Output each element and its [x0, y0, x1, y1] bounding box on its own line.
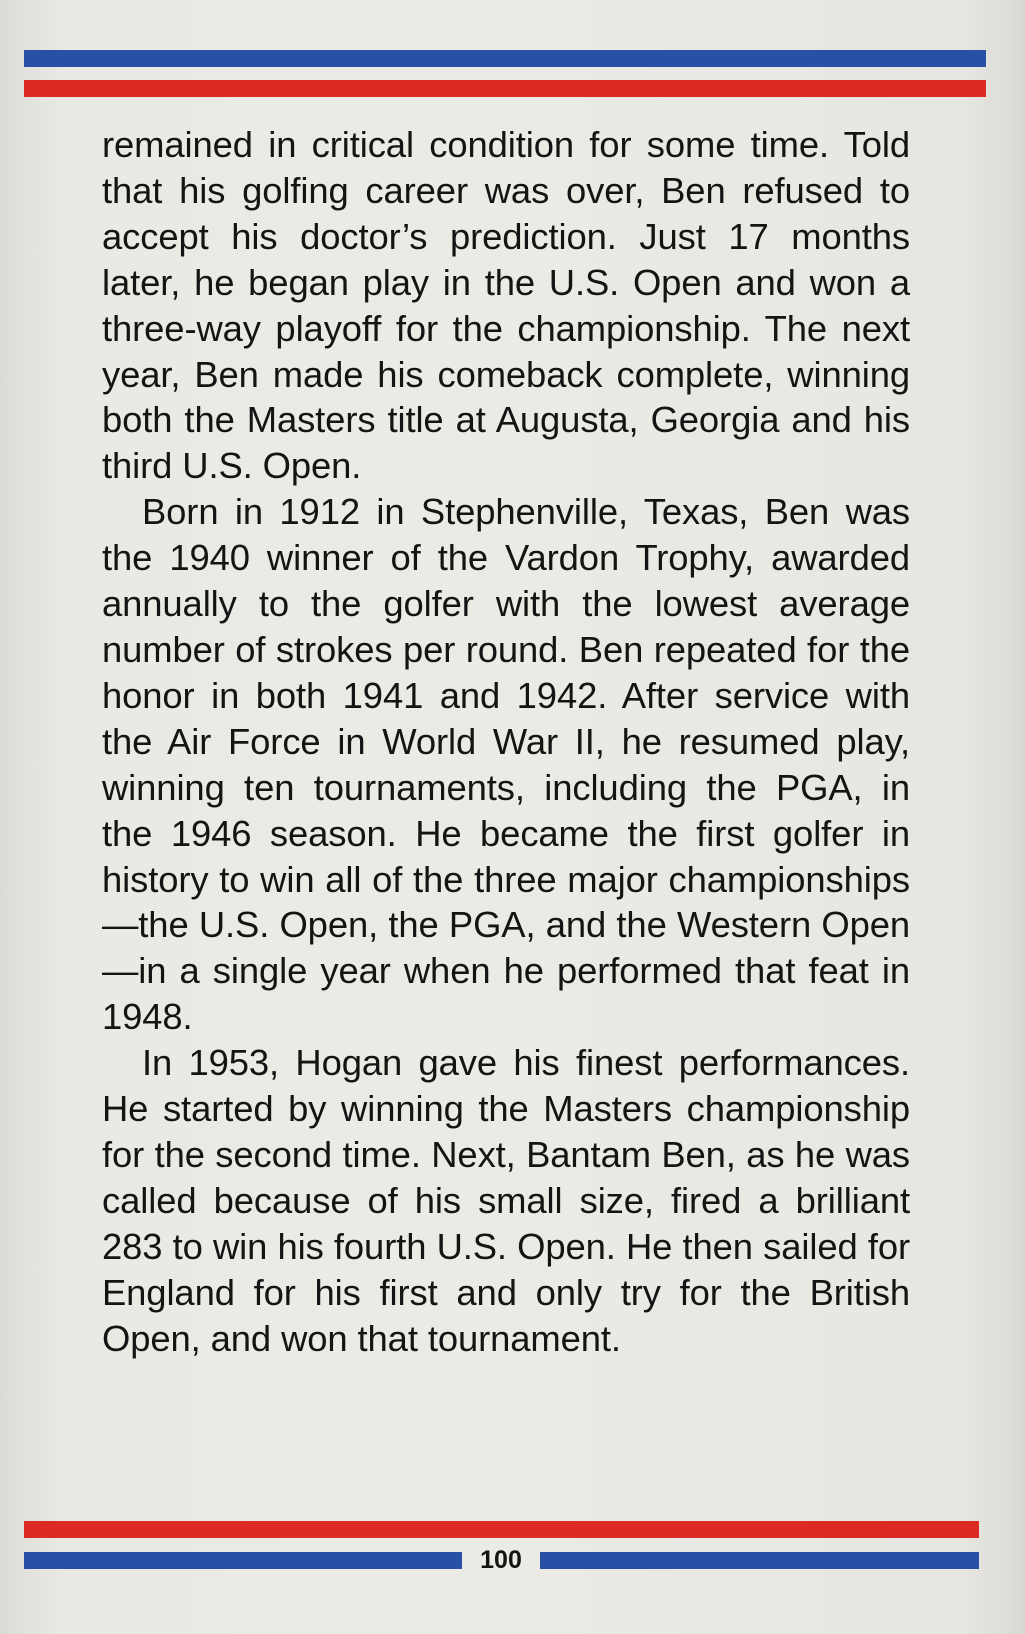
- page-number: 100: [480, 1546, 522, 1574]
- top-red-rule: [24, 80, 986, 97]
- top-blue-rule: [24, 50, 986, 67]
- bottom-blue-rule-left: [24, 1552, 462, 1569]
- body-text: [102, 122, 910, 1361]
- paragraph-2: Born in 1912 in Stephenville, Texas, Ben was the 1940 winner of the Vardon Trophy, awarded annually to the golfer with the lowest average number of strokes per round. Ben repeated for the honor in both 1941 and 1942. After service with the Air Force in World War II, he resumed play, winning ten tournaments, including the PGA, in the 1946 season. He became the first golfer in history to win all of the three major championships—the U.S. Open, the PGA, and the Western Open—in a single year when he performed that feat in 1948.: [102, 491, 910, 1038]
- paragraph-1: remained in critical condition for some time. Told that his golfing career was over, Ben refused to accept his doctor’s prediction. Just 17 months later, he began play in the U.S. Open and won a three-way playoff for the championship. The next year, Ben made his comeback complete, winning both the Masters title at Augusta, Georgia and his third U.S. Open.: [102, 124, 910, 487]
- bottom-red-rule: [24, 1521, 979, 1538]
- paragraph-3: In 1953, Hogan gave his finest performances. He started by winning the Masters championship for the second time. Next, Bantam Ben, as he was called because of his small size, fired a brilliant 283 to win his fourth U.S. Open. He then sailed for England for his first and only try for the British Open, and won that tournament.: [102, 1042, 910, 1359]
- bottom-blue-rule-right: [540, 1552, 979, 1569]
